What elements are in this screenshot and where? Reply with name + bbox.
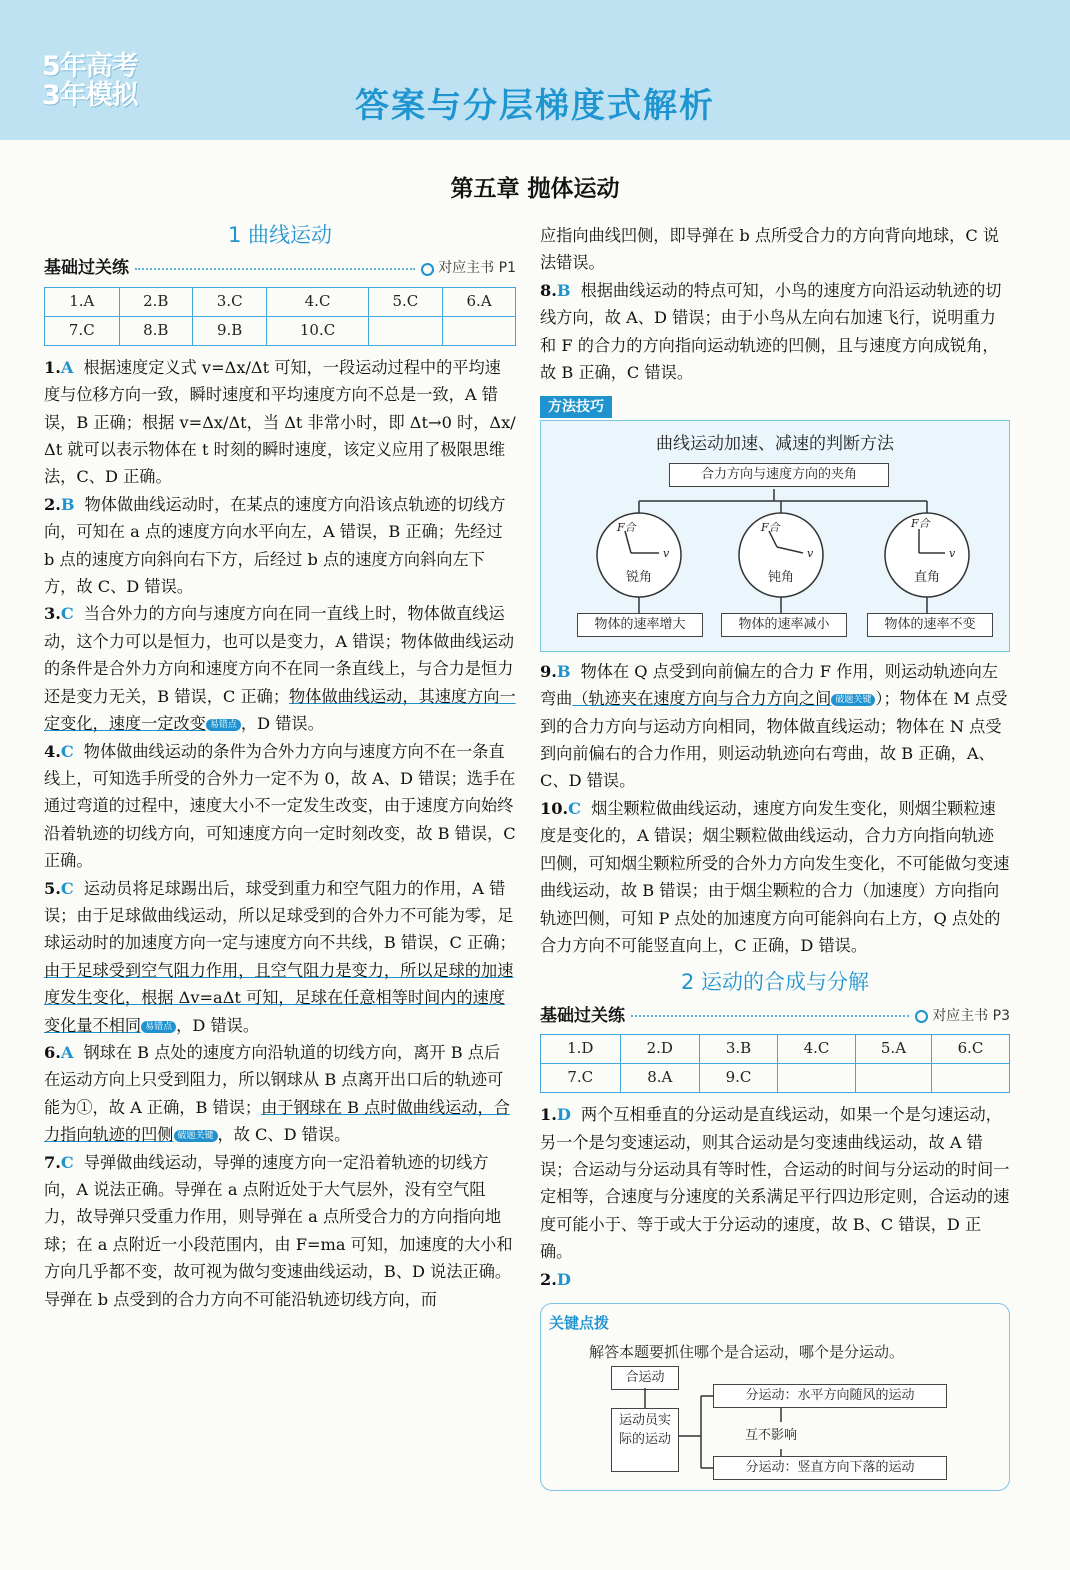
key-tag: 破题关键 bbox=[831, 694, 875, 706]
answer-cell: 4.C bbox=[778, 1035, 856, 1064]
section-label-bar bbox=[44, 255, 516, 282]
diagram-title: 曲线运动加速、减速的判断方法 bbox=[656, 433, 894, 454]
section-label: 基础过关练 bbox=[44, 258, 129, 279]
section-label-bar bbox=[540, 1003, 1010, 1030]
actual-motion-box: 运动员实际的运动 bbox=[611, 1408, 679, 1472]
answer-cell: 4.C bbox=[267, 287, 368, 316]
solution-2-1: 1.D 两个互相垂直的分运动是直线运动，如果一个是匀速运动，另一个是匀变速运动，则其合运动是匀变速曲线运动，故 A 错误；合运动与分运动具有等时性，合运动的时间与分运动的时间一定相等，合速度与分速度的关系满足平行四边形定则，合运动的速度可能小于、等于或大于分运动的速度，故 B、C 错误，D 正确。 bbox=[540, 1105, 1010, 1262]
angle-label: 钝角 bbox=[767, 569, 795, 585]
answer-cell: 1.A bbox=[45, 287, 120, 316]
force-label: F合 bbox=[761, 520, 780, 534]
solution-10: 10.C 烟尘颗粒做曲线运动，速度方向发生变化，则烟尘颗粒速度是变化的，A 错误；烟尘颗粒做曲线运动，合力方向指向轨迹凹侧，可知烟尘颗粒所受的合外力方向发生变化，不可能做匀变速曲线运动，故 B 错误；由于烟尘颗粒的合力（加速度）方向指向轨迹凹侧，可知 P 点处的加速度方向可能斜向右上方，Q 点处的合力方向不可能竖直向上，C 正确，D 错误。 bbox=[540, 798, 1010, 955]
force-label: F合 bbox=[911, 516, 930, 530]
answer-cell: 9.C bbox=[700, 1064, 778, 1093]
sub-motion-box: 分运动：竖直方向下落的运动 bbox=[713, 1456, 947, 1480]
key-tag: 破题关键 bbox=[174, 1130, 218, 1142]
right-column bbox=[540, 222, 1010, 1491]
key-tip-label: 关键点拨 bbox=[549, 1313, 610, 1332]
answer-cell: 2.D bbox=[620, 1035, 700, 1064]
book-ref: 对应主书 P1 bbox=[438, 260, 516, 277]
velocity-label: v bbox=[949, 546, 956, 560]
answer-cell: 10.C bbox=[267, 316, 368, 345]
solution-1: 1.A 根据速度定义式 v=Δx/Δt 可知，一段运动过程中的平均速度与位移方向一致，瞬时速度和平均速度方向不总是一致，A 错误，B 正确；根据 v=Δx/Δt，当 Δt 非常小时，即 Δt→0 时，Δx/Δt 就可以表示物体在 t 时刻的瞬时速度，该定义应用了极限思维法，C、D 正确。 bbox=[44, 357, 516, 487]
answer-cell: 1.D bbox=[541, 1035, 621, 1064]
solution-7-continued: 应指向曲线凹侧，即导弹在 b 点所受合力的方向背向地球，C 说法错误。 bbox=[540, 226, 1000, 273]
angle-label: 锐角 bbox=[625, 569, 653, 585]
solution-7: 7.C 导弹做曲线运动，导弹的速度方向一定沿着轨迹的切线方向，A 说法正确。导弹在 a 点附近处于大气层外，没有空气阻力，故导弹只受重力作用，则导弹在 a 点所受合力的方向指向地球；在 a 点附近一小段范围内，由 F=ma 可知，加速度的大小和方向几乎都不变，故可视为做匀变速曲线运动，B、D 说法正确。导弹在 b 点受到的合力方向不可能沿轨迹切线方向，而 bbox=[44, 1152, 513, 1309]
answer-cell: 8.B bbox=[119, 316, 192, 345]
error-tag: 易错点 bbox=[206, 719, 241, 731]
answer-cell bbox=[778, 1064, 856, 1093]
solution-2-2: 2.D bbox=[540, 1269, 571, 1289]
section-title: 2 运动的合成与分解 bbox=[680, 970, 870, 995]
answer-cell: 9.B bbox=[192, 316, 267, 345]
answer-table bbox=[540, 1034, 1010, 1093]
sub-motion-box: 分运动：水平方向随风的运动 bbox=[713, 1384, 947, 1408]
answer-cell: 5.A bbox=[855, 1035, 931, 1064]
solution-6: 6.A 钢球在 B 点处的速度方向沿轨道的切线方向，离开 B 点后在运动方向上只受到阻力，所以钢球从 B 点离开出口后的轨迹可能为①，故 A 正确，B 错误；由于钢球在 B 点时做曲线运动，合力指向轨迹的凹侧 破题关键 ，故 C、D 错误。 bbox=[44, 1042, 510, 1145]
velocity-label: v bbox=[663, 546, 670, 560]
angle-label: 直角 bbox=[913, 569, 941, 585]
answer-cell bbox=[368, 316, 443, 345]
mutual-label: 互不影响 bbox=[741, 1422, 801, 1449]
answer-cell bbox=[855, 1064, 931, 1093]
solution-5: 5.C 运动员将足球踢出后，球受到重力和空气阻力的作用，A 错误；由于足球做曲线运动，所以足球受到的合外力不可能为零，足球运动时的加速度方向一定与速度方向不共线，B 错误，C 正确；由于足球受到空气阻力作用，且空气阻力是变力，所以足球的加速度发生变化，根据 Δv=aΔt 可知，足球在任意相等时间内的速度变化量不相同 易错点 ，D 错误。 bbox=[44, 878, 516, 1035]
velocity-label: v bbox=[807, 546, 814, 560]
error-tag: 易错点 bbox=[141, 1021, 176, 1033]
answer-cell: 8.A bbox=[620, 1064, 700, 1093]
search-icon bbox=[915, 1010, 928, 1023]
method-tip-diagram bbox=[540, 420, 1010, 652]
left-column bbox=[44, 222, 516, 1313]
solution-9: 9.B 物体在 Q 点受到向前偏左的合力 F 作用，则运动轨迹向左弯曲（轨迹夹在速度方向与合力方向之间 破题关键 ）；物体在 M 点受到的合力方向与运动方向相同，物体做直线运动；物体在 N 点受到向前偏右的合力作用，则运动轨迹向右弯曲，故 B 正确，A、C、D 错误。 bbox=[540, 661, 1008, 791]
solution-8: 8.B 根据曲线运动的特点可知，小鸟的速度方向沿运动轨迹的切线方向，故 A、D 错误；由于小鸟从左向右加速飞行，说明重力和 F 的合力的方向指向运动轨迹的凹侧，且与速度方向成锐角，故 B 正确，C 错误。 bbox=[540, 280, 1002, 383]
combined-motion-box: 合运动 bbox=[611, 1366, 679, 1390]
answer-table bbox=[44, 287, 516, 346]
solution-4: 4.C 物体做曲线运动的条件为合外力方向与速度方向不在一条直线上，可知选手所受的合外力一定不为 0，故 A、D 错误；选手在通过弯道的过程中，速度大小不一定发生改变，由于速度方向始终沿着轨迹的切线方向，可知速度方向一定时刻改变，故 B 错误，C 正确。 bbox=[44, 741, 516, 871]
section-title: 1 曲线运动 bbox=[227, 223, 333, 247]
answer-cell: 6.C bbox=[932, 1035, 1010, 1064]
answer-cell: 2.B bbox=[119, 287, 192, 316]
answer-cell: 5.C bbox=[368, 287, 443, 316]
section-label: 基础过关练 bbox=[540, 1005, 625, 1026]
answer-cell: 6.A bbox=[443, 287, 516, 316]
answer-cell bbox=[932, 1064, 1010, 1093]
answer-cell: 7.C bbox=[541, 1064, 621, 1093]
method-tip-header bbox=[540, 392, 1010, 419]
method-tip-label: 方法技巧 bbox=[540, 396, 612, 418]
diagram-root: 合力方向与速度方向的夹角 bbox=[669, 463, 889, 487]
banner-title: 答案与分层梯度式解析 bbox=[355, 86, 715, 126]
chapter-title: 第五章 抛体运动 bbox=[450, 176, 620, 202]
search-icon bbox=[421, 263, 434, 276]
book-ref: 对应主书 P3 bbox=[932, 1007, 1010, 1024]
result-box: 物体的速率不变 bbox=[867, 613, 993, 637]
result-box: 物体的速率增大 bbox=[577, 613, 703, 637]
key-tip-intro: 解答本题要抓住哪个是合运动，哪个是分运动。 bbox=[589, 1343, 905, 1362]
answer-cell: 3.C bbox=[192, 287, 267, 316]
answer-cell: 3.B bbox=[700, 1035, 778, 1064]
force-label: F合 bbox=[617, 520, 636, 534]
solution-2: 2.B 物体做曲线运动时，在某点的速度方向沿该点轨迹的切线方向，可知在 a 点的速度方向水平向左，A 错误，B 正确；先经过 b 点的速度方向斜向右下方，后经过 b 点的速度方向斜向左下方，故 C、D 错误。 bbox=[44, 494, 506, 597]
solution-3: 3.C 当合外力的方向与速度方向在同一直线上时，物体做直线运动，这个力可以是恒力，也可以是变力，A 错误；物体做曲线运动的条件是合外力方向和速度方向不在同一条直线上，与合力是恒力还是变力无关，B 错误，C 正确；物体做曲线运动，其速度方向一定变化，速度一定改变 易错点 ，D 错误。 bbox=[44, 604, 516, 734]
answer-cell bbox=[443, 316, 516, 345]
key-tip-box bbox=[540, 1303, 1010, 1491]
answer-cell: 7.C bbox=[45, 316, 120, 345]
result-box: 物体的速率减小 bbox=[721, 613, 847, 637]
brand-logo: 5年高考 3年模拟 bbox=[42, 51, 138, 111]
